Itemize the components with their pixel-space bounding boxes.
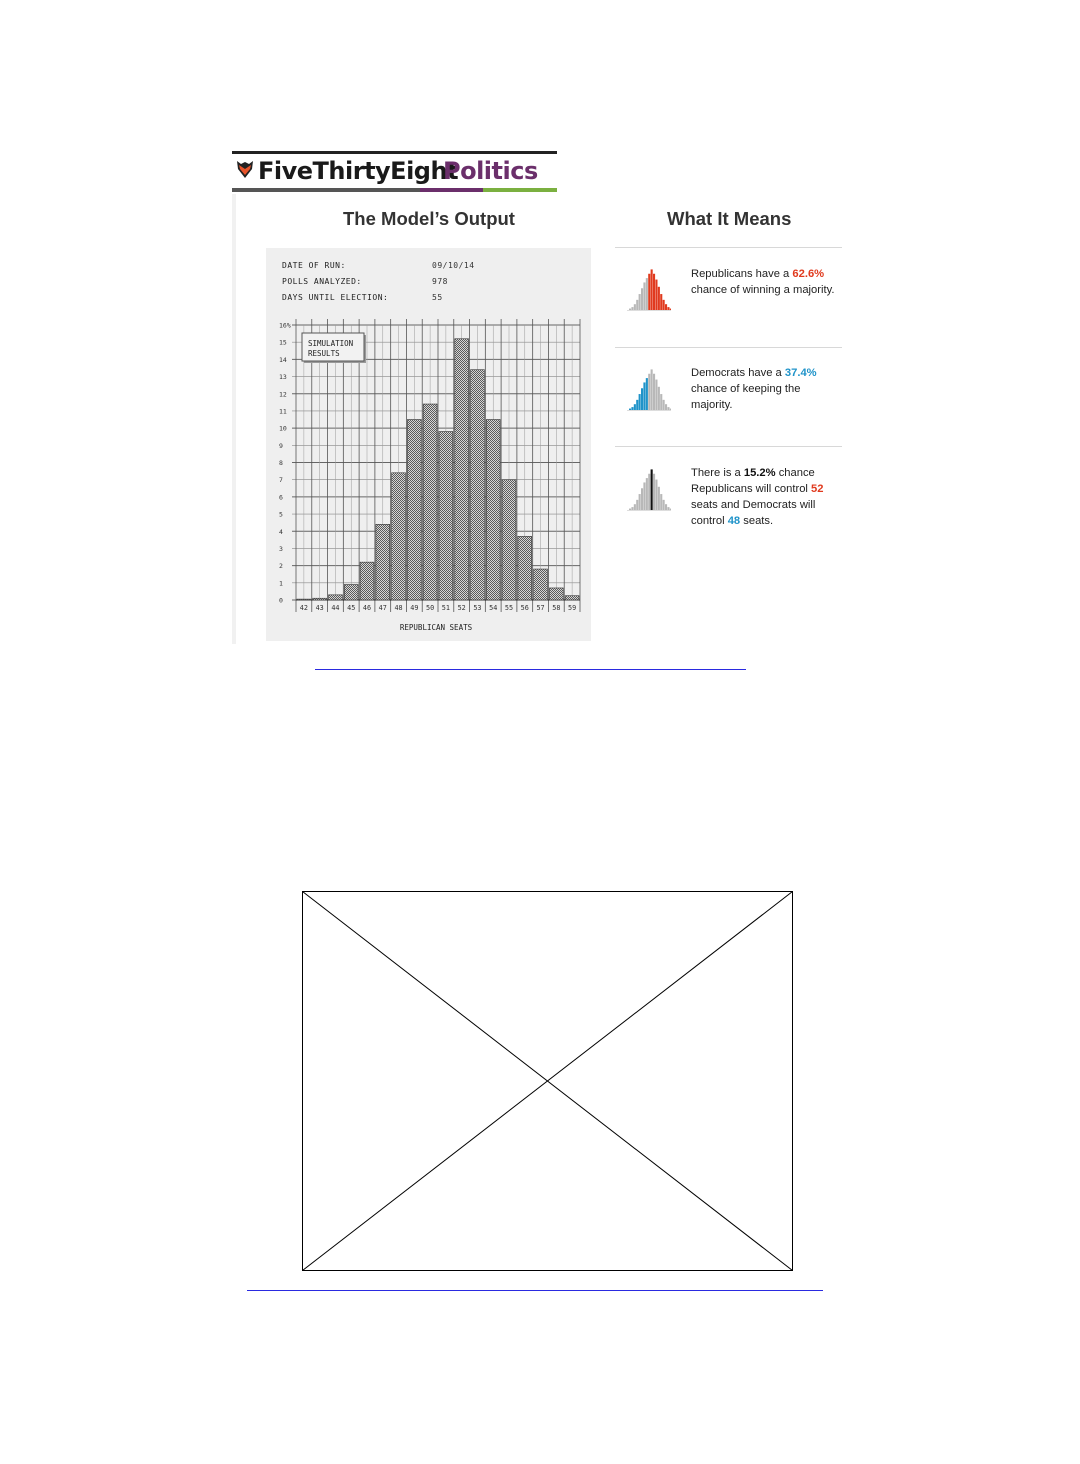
mini-blue-bar	[646, 378, 648, 410]
bar-seat-57	[534, 569, 548, 600]
mini-black-bar	[655, 480, 657, 510]
mini-red-bar	[636, 300, 638, 310]
mini-blue-bar	[629, 409, 631, 410]
x-tick-label: 48	[394, 604, 403, 612]
x-tick-label: 57	[536, 604, 545, 612]
y-tick-label: 8	[279, 459, 283, 467]
mini-black-bar	[648, 474, 650, 510]
x-tick-label: 42	[299, 604, 308, 612]
bar-seat-58	[549, 588, 563, 600]
bar-seat-56	[518, 536, 532, 600]
x-tick-label: 50	[426, 604, 435, 612]
y-tick-label: 12	[279, 390, 287, 399]
date-value: 09/10/14	[432, 261, 475, 270]
bar-seat-49	[407, 420, 421, 600]
x-tick-label: 56	[520, 604, 529, 612]
mini-black-bar	[634, 504, 636, 510]
mini-red-bar	[634, 304, 636, 310]
x-axis-label: REPUBLICAN SEATS	[399, 623, 473, 632]
x-tick-label: 51	[441, 604, 450, 612]
bar-seat-59	[565, 596, 579, 600]
mini-black-bar	[670, 509, 671, 510]
bar-seat-54	[486, 420, 500, 600]
x-tick-label: 47	[378, 604, 387, 612]
y-tick-label: 13	[279, 373, 287, 382]
split-text-2: chance Republicans will control	[691, 467, 815, 495]
histogram-black-icon	[627, 464, 671, 512]
bar-seat-53	[471, 370, 485, 600]
mini-red-bar	[663, 300, 665, 310]
bar-seat-42	[297, 599, 311, 600]
x-tick-label: 46	[362, 604, 372, 612]
y-tick-label: 1	[279, 579, 283, 588]
mini-black-bar	[665, 504, 667, 510]
mini-red-bar	[641, 288, 643, 310]
bar-seat-55	[502, 480, 516, 600]
bar-seat-51	[439, 432, 453, 600]
left-edge-strip	[232, 194, 236, 644]
brand-name: FiveThirtyEight	[258, 157, 459, 185]
polls-label: POLLS ANALYZED:	[282, 277, 362, 286]
x-tick-label: 45	[347, 604, 356, 612]
mini-red-bar	[631, 307, 633, 310]
democrat-majority-text	[691, 365, 841, 413]
fox-logo-icon	[236, 160, 254, 180]
mini-blue-bar	[663, 400, 665, 410]
what-it-means-title: What It Means	[667, 208, 792, 229]
y-tick-label: 7	[279, 476, 283, 485]
bar-seat-50	[423, 404, 437, 600]
y-tick-label: 6	[279, 493, 283, 502]
mini-blue-bar	[665, 404, 667, 410]
mini-red-bar	[651, 269, 653, 310]
mini-red-bar	[658, 287, 660, 310]
dem-majority-chance: 37.4%	[784, 367, 817, 379]
days-label: DAYS UNTIL ELECTION:	[282, 293, 389, 302]
divider-3	[615, 446, 842, 447]
image-link-underline[interactable]	[315, 669, 746, 670]
y-tick-label: 4	[279, 527, 283, 536]
mini-blue-bar	[655, 380, 657, 410]
mini-black-bar	[660, 494, 662, 510]
rep-seat-count: 52	[811, 483, 824, 495]
y-tick-label: 2	[279, 562, 283, 571]
mini-black-bar	[667, 507, 669, 510]
mini-black-bar	[639, 494, 641, 510]
days-value: 55	[432, 293, 443, 302]
mini-black-bar	[663, 500, 665, 510]
dem-suffix: chance of keeping the majority.	[691, 383, 801, 411]
legend-line-2: RESULTS	[308, 349, 340, 358]
x-tick-label: 59	[568, 604, 577, 612]
brand-section: Politics	[443, 157, 538, 185]
dem-seat-count: 48	[727, 515, 741, 527]
y-tick-label: 0	[279, 596, 283, 605]
x-tick-label: 55	[504, 604, 514, 612]
histogram-red-icon	[627, 264, 671, 312]
mini-black-bar	[658, 487, 660, 510]
y-tick-label: 15	[279, 338, 287, 347]
broken-image-icon	[302, 891, 793, 1271]
mini-blue-bar	[641, 388, 643, 410]
y-tick-label: 5	[279, 510, 283, 519]
model-panel	[266, 248, 591, 641]
mini-red-bar	[653, 274, 655, 310]
dem-prefix: Democrats have a	[691, 367, 785, 379]
x-tick-label: 53	[473, 604, 482, 612]
mini-red-bar	[646, 278, 648, 310]
mini-black-bar	[653, 474, 655, 510]
mini-red-bar	[639, 294, 641, 310]
x-tick-label: 43	[315, 604, 324, 612]
mini-blue-bar	[653, 374, 655, 410]
placeholder-link-underline[interactable]	[247, 1290, 823, 1291]
bar-seat-47	[376, 524, 390, 600]
rep-suffix: chance of winning a majority.	[691, 284, 835, 296]
mini-black-bar	[646, 478, 648, 510]
x-tick-label: 54	[489, 604, 498, 612]
mini-black-bar	[643, 482, 645, 510]
y-tick-label: 3	[279, 544, 283, 553]
bar-seat-52	[455, 339, 469, 600]
mini-red-bar	[665, 304, 667, 310]
mini-blue-bar	[643, 382, 645, 410]
y-tick-label: 10	[279, 424, 287, 433]
mini-black-bar	[651, 469, 653, 510]
x-tick-label: 49	[410, 604, 419, 612]
seat-histogram-chart	[266, 248, 591, 641]
legend-line-1: SIMULATION	[308, 339, 354, 348]
brand-top-bar	[232, 151, 557, 154]
mini-blue-bar	[670, 409, 671, 410]
bar-seat-48	[392, 473, 406, 600]
brand-bottom-bar	[232, 188, 557, 192]
y-tick-label: 11	[279, 407, 287, 416]
x-tick-label: 52	[457, 604, 466, 612]
mini-red-bar	[660, 294, 662, 310]
mini-blue-bar	[660, 394, 662, 410]
bar-seat-45	[344, 585, 358, 600]
mini-blue-bar	[648, 374, 650, 410]
split-text-1: There is a	[691, 467, 744, 479]
mini-black-bar	[629, 509, 631, 510]
mini-blue-bar	[634, 404, 636, 410]
mini-blue-bar	[651, 369, 653, 410]
y-tick-label: 9	[279, 441, 283, 450]
mini-black-bar	[641, 488, 643, 510]
split-text-4: seats.	[740, 515, 774, 527]
bar-seat-46	[360, 562, 374, 600]
republican-majority-text	[691, 266, 841, 298]
mini-blue-bar	[636, 400, 638, 410]
split-chance: 15.2%	[743, 467, 776, 479]
bar-seat-43	[313, 598, 327, 600]
y-tick-label: 14	[279, 355, 287, 364]
x-tick-label: 58	[552, 604, 561, 612]
mini-red-bar	[643, 282, 645, 310]
model-output-title: The Model’s Output	[343, 208, 515, 229]
mini-blue-bar	[631, 407, 633, 410]
split-text-3: seats and Democrats will control	[691, 499, 816, 527]
mini-red-bar	[667, 307, 669, 310]
mini-red-bar	[670, 309, 671, 310]
x-tick-label: 44	[331, 604, 340, 612]
mini-blue-bar	[667, 407, 669, 410]
histogram-blue-icon	[627, 364, 671, 412]
mini-red-bar	[629, 309, 631, 310]
mini-red-bar	[655, 280, 657, 310]
mini-red-bar	[648, 274, 650, 310]
mini-black-bar	[631, 507, 633, 510]
divider-1	[615, 247, 842, 248]
bar-seat-44	[329, 595, 343, 600]
seat-split-text	[691, 465, 841, 529]
mini-blue-bar	[639, 394, 641, 410]
mini-blue-bar	[658, 387, 660, 410]
rep-prefix: Republicans have a	[691, 268, 793, 280]
y-tick-label: 16%	[279, 321, 291, 330]
divider-2	[615, 347, 842, 348]
polls-value: 978	[432, 277, 448, 286]
rep-majority-chance: 62.6%	[792, 268, 825, 280]
date-label: DATE OF RUN:	[282, 261, 346, 270]
mini-black-bar	[636, 500, 638, 510]
